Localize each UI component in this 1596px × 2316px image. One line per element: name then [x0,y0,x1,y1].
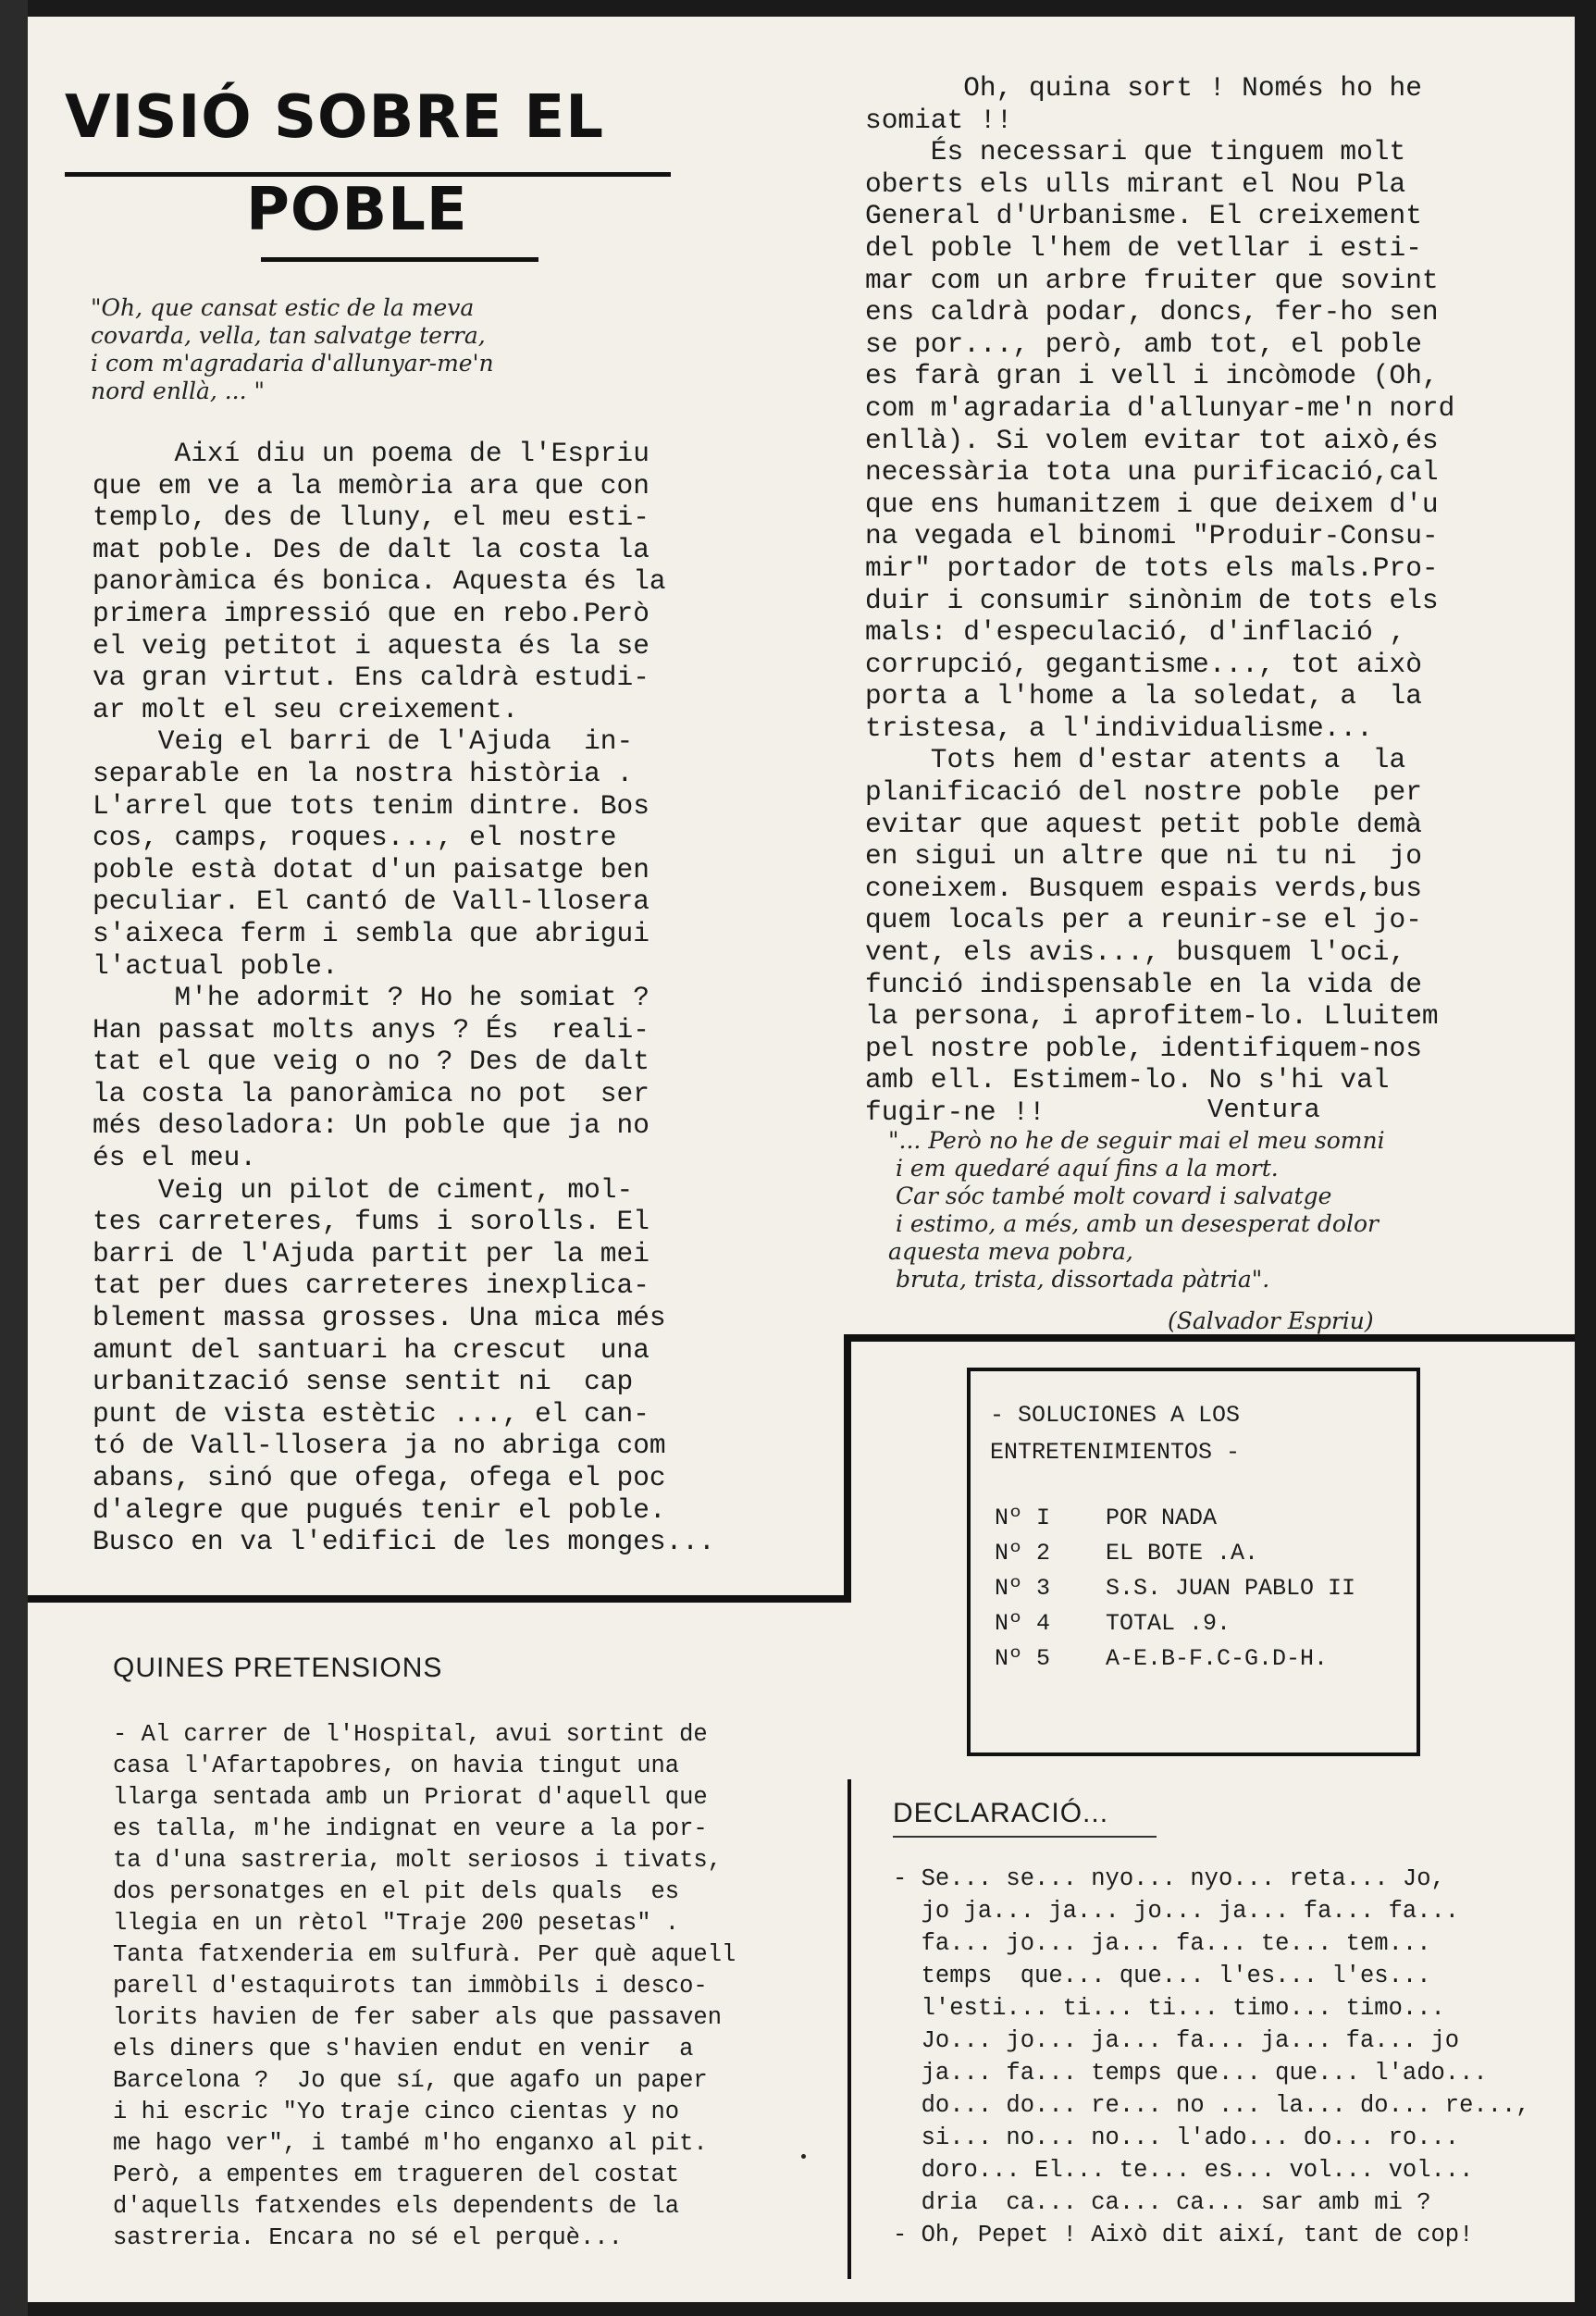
solution-row [995,1610,1231,1637]
declaracio-vertical-rule [847,1779,851,2279]
solution-row [995,1645,1328,1672]
solution-row [995,1505,1217,1531]
solutions-title: - SOLUCIONES A LOS ENTRETENIMIENTOS - [990,1402,1241,1466]
article-vertical-rule [844,1334,851,1603]
declaracio-body: - Se... se... nyo... nyo... reta... Jo, jo ja... ja... jo... ja... fa... fa... fa... jo... ja... fa... te... tem... temps que... que... l'es... l'es... l'esti... ti... ti... timo... timo... Jo... jo... ja... fa... ja... fa... jo ja... fa... temps que... que... l'ado... do... do... re... no ... la... do... re..., si... no... no... l'ado... do... ro... doro... El... te... es... vol... vol... dria ca... ca... ca... sar amb mi ? - Oh, Pepet ! Això dit així, tant de cop! [893,1865,1530,2248]
headline-underline-2 [261,257,538,262]
declaracio-title: DECLARACIÓ... [893,1798,1109,1828]
solution-row [995,1540,1258,1567]
headline-line-1: VISIÓ SOBRE EL [65,83,604,152]
article-bottom-rule-left [28,1595,851,1603]
declaracio-underline [893,1836,1157,1838]
ink-speck [801,2154,806,2159]
epigraph-credit: (Salvador Espriu) [1168,1307,1374,1334]
solution-answer: A-E.B-F.C-G.D-H. [1106,1645,1329,1672]
solution-number: Nº I [995,1505,1051,1531]
solution-answer: TOTAL .9. [1106,1610,1231,1637]
article-body-left-column: Així diu un poema de l'Espriu que em ve a la memòria ara que con templo, des de lluny, el meu esti- mat poble. Des de dalt la costa la panoràmica és bonica. Aquesta és la primera impressió que en rebo.Però el veig petitot i aquesta és la se va gran virtut. Ens caldrà estudi- ar molt el seu creixement. Veig el barri de l'Ajuda in- separable en la nostra història . L'arrel que tots tenim dintre. Bos cos, camps, roques..., el nostre poble està dotat d'un paisatge ben peculiar. El cantó de Vall-llosera s'aixeca ferm i sembla que abrigui l'actual poble. M'he adormit ? Ho he somiat ? Han passat molts anys ? És reali- tat el que veig o no ? Des de dalt la costa la panoràmica no pot ser més desoladora: Un poble que ja no és el meu. Veig un pilot de ciment, mol- tes carreteres, fums i sorolls. El barri de l'Ajuda partit per la mei tat per dues carreteres inexplica- blement massa grosses. Una mica més amunt del santuari ha crescut una urbanització sense sentit ni cap punt de vista estètic ..., el can- tó de Vall-llosera ja no abriga com abans, sinó que ofega, ofega el poc d'alegre que pugués tenir el poble. Busco en va l'edifici de les monges... [93,438,715,1558]
solution-answer: S.S. JUAN PABLO II [1106,1575,1356,1602]
epigraph-right: "... Però no he de seguir mai el meu somni i em quedaré aquí fins a la mort. Car sóc també molt covard i salvatge i estimo, a més, amb un desesperat dolor aquesta meva pobra, bruta, trista, dissortada pàtria". [888,1127,1385,1293]
newspaper-page [28,17,1575,2302]
solution-number: Nº 3 [995,1575,1051,1602]
epigraph-left: "Oh, que cansat estic de la meva covarda, vella, tan salvatge terra, i com m'agradaria d'allunyar-me'n nord enllà, ... " [91,294,494,404]
author-signature: Ventura [1207,1095,1320,1125]
solution-number: Nº 5 [995,1645,1051,1672]
article-body-right-column: Oh, quina sort ! Només ho he somiat !! És necessari que tinguem molt oberts els ulls mirant el Nou Pla General d'Urbanisme. El creixement del poble l'hem de vetllar i esti- mar com un arbre fruiter que sovint ens caldrà podar, doncs, fer-ho sen se por..., però, amb tot, el poble es farà gran i vell i incòmode (Oh, com m'agradaria d'allunyar-me'n nord enllà). Si volem evitar tot això,és necessària tota una purificació,cal que ens humanitzem i que deixem d'u na vegada el binomi "Produir-Consu- mir" portador de tots els mals.Pro- duir i consumir sinònim de tots els mals: d'especulació, d'inflació , corrupció, gegantisme..., tot això porta a l'home a la soledat, a la tristesa, a l'individualisme... Tots hem d'estar atents a la planificació del nostre poble per evitar que aquest petit poble demà en sigui un altre que ni tu ni jo coneixem. Busquem espais verds,bus quem locals per a reunir-se el jo- vent, els avis..., busquem l'oci, funció indispensable en la vida de la persona, i aprofitem-lo. Lluitem pel nostre poble, identifiquem-nos amb ell. Estimem-lo. No s'hi val fugir-ne !! [865,72,1455,1128]
solution-number: Nº 2 [995,1540,1051,1567]
headline-line-2: POBLE [246,176,468,244]
pretensions-body: - Al carrer de l'Hospital, avui sortint de casa l'Afartapobres, on havia tingut una llarga sentada amb un Priorat d'aquell que es talla, m'he indignat en veure a la por- ta d'una sastreria, molt seriosos i tivats, dos personatges en el pit dels quals es llegia en un rètol "Traje 200 pesetas" . Tanta fatxenderia em sulfurà. Per què aquell parell d'estaquirots tan immòbils i desco- lorits havien de fer saber als que passaven els diners que s'havien endut en venir a Barcelona ? Jo que sí, que agafo un paper i hi escric "Yo traje cinco cientas y no me hago ver", i també m'ho enganxo al pit. Però, a empentes em tragueren del costat d'aquells fatxendes els dependents de la sastreria. Encara no sé el perquè... [113,1721,736,2251]
pretensions-title: QUINES PRETENSIONS [113,1653,443,1683]
solution-answer: EL BOTE .A. [1106,1540,1259,1567]
page-binding-edge [0,0,28,2316]
solution-answer: POR NADA [1106,1505,1218,1531]
article-bottom-rule-right [844,1334,1575,1342]
solution-row [995,1575,1355,1602]
solution-number: Nº 4 [995,1610,1051,1637]
